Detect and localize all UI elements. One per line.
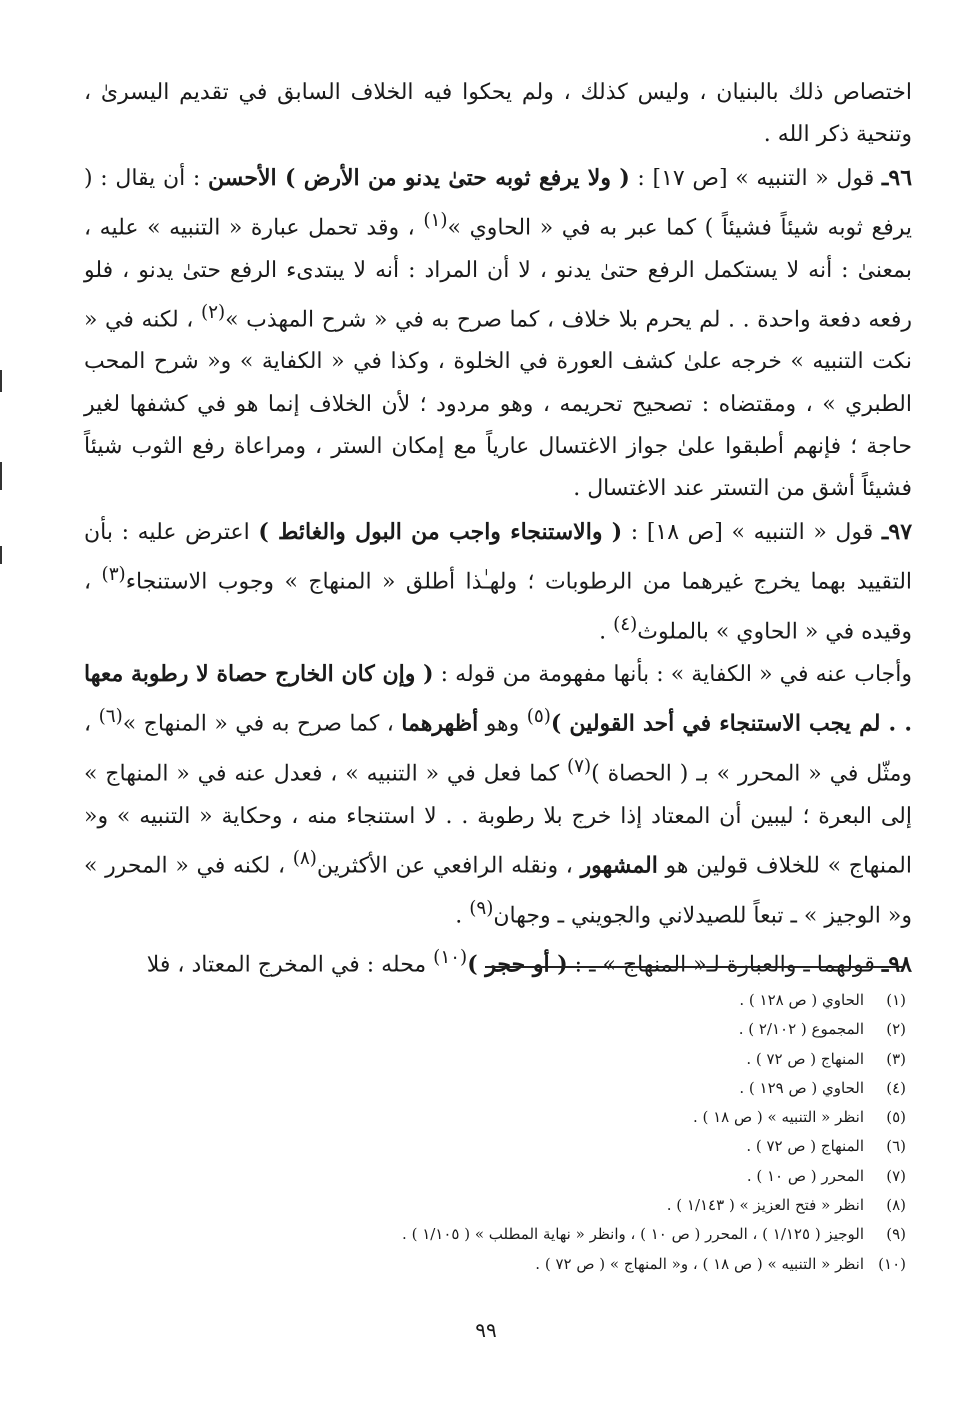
footnote-ref: (٢) <box>200 301 226 323</box>
footnote-text: الحاوي ( ص ١٢٨ ) . <box>739 991 864 1009</box>
quoted-text: ( والاستنجاء واجب من البول والغائط ) <box>258 518 623 545</box>
paragraph-intro: اختصاص ذلك بالبنيان ، وليس كذلك ، ولم يحكوا فيه الخلاف السابق في تقديم اليسرىٰ ، وتنحية ذكر الله . <box>84 80 912 148</box>
paragraph-96 <box>84 157 912 511</box>
text-segment: ، ومثّل في « المحرر » بـ ( الحصاة ) <box>84 711 912 787</box>
text-segment: وهو <box>478 711 527 737</box>
footnote-number: (١٠) <box>878 1254 906 1273</box>
footnote-text: المنهاج ( ص ٧٢ ) . <box>746 1049 864 1068</box>
scan-edge-mark <box>0 462 2 490</box>
text-segment: قولهما ـ والعبارة لـ« المنهاج » ـ : <box>567 952 882 978</box>
issue-number: ٩٦ـ <box>881 164 913 191</box>
footnote-text: المحرر ( ص ١٠ ) . <box>746 1166 864 1185</box>
footnote-number: (٢) <box>886 1020 906 1039</box>
text-segment: ، ونقله الرافعي عن الأكثرين <box>316 853 581 879</box>
footnote-ref: (٣) <box>101 563 126 585</box>
text-segment: ، وقد تحمل عبارة « التنبيه » عليه ، بمعنىٰ : أنه لا يستكمل الرفع حتىٰ يدنو ، لا أن المراد : أنه لا يبتدىء الرفع حتىٰ يدنو ، فلو رفعه دفعة واحدة . . لم يحرم بلا خلاف ، كما صرح به في « شرح المهذب » <box>84 215 912 333</box>
footnote-number: (٨) <box>886 1196 906 1215</box>
issue-number: ٩٨ـ <box>881 951 912 978</box>
footnote-text: انظر « التنبيه » ( ص ١٨ ) ، و« المنهاج » ( ص ٧٢ ) . <box>535 1254 864 1273</box>
text-segment: قول « التنبيه » [ص ١٨] : <box>622 519 882 545</box>
footnote-text: المجموع ( ٢/١٠٢ ) . <box>738 1020 864 1039</box>
text-segment: . <box>455 902 470 928</box>
footnote-item <box>84 1191 906 1220</box>
text-segment: وأجاب عنه في « الكفاية » : بأنها مفهومة من قوله : <box>433 662 913 688</box>
footnote-item <box>84 1074 906 1103</box>
footnote-ref: (١٠) <box>433 947 468 969</box>
footnote-item <box>84 1045 906 1074</box>
paragraph-98 <box>84 937 912 987</box>
text-segment: محله : في المخرج المعتاد ، فلا <box>146 952 434 978</box>
page-number: ٩٩ <box>475 1318 497 1342</box>
scan-edge-mark <box>0 370 2 392</box>
footnote-ref: (٨) <box>292 848 317 870</box>
text-segment: ، لكنه في « المحرر » و« الوجيز » ـ تبعاً للصيدلاني والجويني ـ وجهان <box>84 853 912 928</box>
footnote-number: (٩) <box>886 1225 906 1244</box>
text-segment: . <box>599 618 614 644</box>
text-segment: اعترض عليه : بأن التقييد بهما يخرج غيرهما من الرطوبات ؛ ولهـٰذا أطلق « المنهاج » وجوب الاستنجاء <box>84 519 913 595</box>
footnote-number: (١) <box>886 991 906 1009</box>
footnote-item <box>84 1103 906 1132</box>
scan-edge-mark <box>0 546 2 564</box>
footnote-number: (٥) <box>886 1108 906 1127</box>
footnote-text: الوجيز ( ١/١٢٥ ) ، المحرر ( ص ١٠ ) ، وانظر « نهاية المطلب » ( ١/١٠٥ ) . <box>402 1225 864 1244</box>
footnote-ref: (٤) <box>613 613 638 635</box>
footnote-item <box>84 1132 906 1161</box>
footnote-ref: (١) <box>423 209 448 231</box>
main-text <box>84 72 912 987</box>
paragraph-response <box>84 653 912 937</box>
text-segment: ، وقيده في « الحاوي » بالملوث <box>84 569 912 644</box>
bold-term: المشهور <box>580 852 658 879</box>
footnote-item <box>84 1162 906 1191</box>
footnote-ref: (٧) <box>566 756 592 778</box>
footnote-number: (٣) <box>886 1049 906 1068</box>
footnote-ref: (٩) <box>469 897 494 919</box>
footnote-number: (٤) <box>886 1078 906 1097</box>
footnote-item <box>84 1220 906 1249</box>
quoted-text: ( أو حجر ) <box>467 951 568 978</box>
issue-number: ٩٧ـ <box>881 518 913 545</box>
paragraph-97 <box>84 511 912 654</box>
footnote-text: المنهاج ( ص ٧٢ ) . <box>746 1137 864 1156</box>
footnote-text: الحاوي ( ص ١٢٩ ) . <box>739 1078 864 1097</box>
footnote-ref: (٦) <box>98 706 123 728</box>
text-segment: كما فعل في « التنبيه » ، فعدل عنه في « المنهاج » إلى البعرة ؛ ليبين أن المعتاد إذا خرج بلا رطوبة . . لا استنجاء منه ، وحكاية « التنبيه » و« المنهاج » للخلاف قولين هو <box>84 761 912 879</box>
footnote-item <box>84 1250 906 1279</box>
footnote-text: انظر « فتح العزيز » ( ١/١٤٣ ) . <box>666 1196 864 1215</box>
footnote-item <box>84 1015 906 1044</box>
footnote-number: (٦) <box>886 1137 906 1156</box>
footnote-text: انظر « التنبيه » ( ص ١٨ ) . <box>692 1108 864 1127</box>
quoted-text: ( وإن كان الخارج حصاة لا رطوبة معها . . لم يجب الاستنجاء في أحد القولين ) <box>84 661 913 737</box>
quoted-text: ( ولا يرفع ثوبه حتىٰ يدنو من الأرض ) الأحسن <box>208 164 630 191</box>
footnote-ref: (٥) <box>526 706 551 728</box>
footnote-number: (٧) <box>886 1166 906 1185</box>
bold-term: أظهرهما <box>401 710 479 737</box>
footnotes <box>84 986 906 1279</box>
footnote-item <box>84 986 906 1015</box>
text-segment: قول « التنبيه » [ص ١٧] : <box>629 165 882 191</box>
footnote-separator <box>485 966 905 968</box>
text-segment: ، لكنه في « نكت التنبيه » خرجه علىٰ كشف العورة في الخلوة ، وكذا في « الكفاية » و« شرح المحب الطبري » ، ومقتضاه : تصحيح تحريمه ، وهو مردود ؛ لأن الخلاف إنما هو في كشفها لغير حاجة ؛ فإنهم أطبقوا علىٰ جواز الاغتسال عارياً مع إمكان الستر ، ومراعاة رفع الثوب شيئاً فشيئاً أشق من التستر عند الاغتسال . <box>84 307 912 502</box>
text-segment: : أن يقال : ( يرفع ثوبه شيئاً فشيئاً ) كما عبر به في « الحاوي » <box>84 165 912 241</box>
text-segment: ، كما صرح به في « المنهاج » <box>122 711 402 737</box>
